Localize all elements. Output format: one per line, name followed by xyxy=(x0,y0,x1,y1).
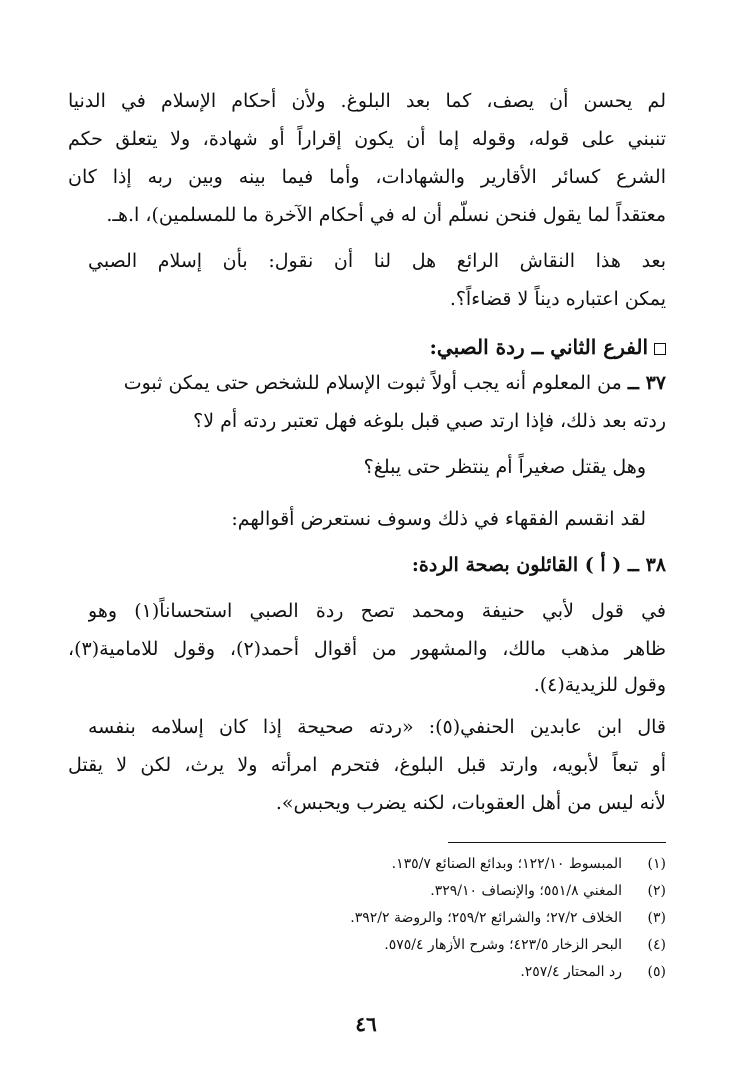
footnote-4-number: (٤) xyxy=(647,937,666,953)
paragraph-1-line-1: لم يحسن أن يصف، كما بعد البلوغ. ولأن أحكام الإسلام في الدنيا xyxy=(68,90,666,112)
paragraph-3-line-2: ظاهر مذهب مالك، والمشهور من أقوال أحمد(٢)، وقول للامامية(٣)، xyxy=(68,638,666,660)
item-37-number: ٣٧ ــ xyxy=(627,372,666,394)
square-bullet-icon xyxy=(654,343,666,355)
footnote-1 xyxy=(68,853,666,875)
footnote-3-number: (٣) xyxy=(647,910,666,926)
footnote-2-text: المغني ٥٥١/٨؛ والإنصاف ٣٢٩/١٠. xyxy=(430,883,622,899)
item-38-heading xyxy=(68,550,666,580)
paragraph-2-line-1: بعد هذا النقاش الرائع هل لنا أن نقول: بأن إسلام الصبي xyxy=(88,250,666,272)
item-37-line-1 xyxy=(66,368,666,398)
paragraph-4-line-1: قال ابن عابدين الحنفي(٥): «ردته صحيحة إذا كان إسلامه بنفسه xyxy=(88,716,666,738)
paragraph-4-line-3: لأنه ليس من أهل العقوبات، لكنه يضرب ويحبس». xyxy=(275,792,666,814)
paragraph-3-line-1: في قول لأبي حنيفة ومحمد تصح ردة الصبي استحساناً(١) وهو xyxy=(88,600,666,622)
footnote-3-text: الخلاف ٢٧/٢؛ والشرائع ٢٥٩/٢؛ والروضة ٣٩٢/٢. xyxy=(350,910,622,926)
page-number: ٤٦ xyxy=(355,1012,377,1036)
item-38-title: ( أ ) القائلون بصحة الردة: xyxy=(411,554,622,576)
division-line: لقد انقسم الفقهاء في ذلك وسوف نستعرض أقوالهم: xyxy=(231,508,646,530)
paragraph-3-line-3: وقول للزيدية(٤). xyxy=(533,674,666,696)
footnote-5 xyxy=(68,961,666,983)
section-heading-text: الفرع الثاني ــ ردة الصبي: xyxy=(429,335,648,359)
footnote-2 xyxy=(68,880,666,902)
footnote-5-number: (٥) xyxy=(647,964,666,980)
paragraph-1-line-2: تنبني على قوله، وقوله إما أن يكون إقراراً أو شهادة، ولا يتعلق حكم xyxy=(68,128,666,150)
footnote-2-number: (٢) xyxy=(647,883,666,899)
section-heading xyxy=(68,332,666,362)
footnote-5-text: رد المحتار ٢٥٧/٤. xyxy=(520,964,622,980)
footnote-4-text: البحر الزخار ٤٢٣/٥؛ وشرح الأزهار ٥٧٥/٤. xyxy=(384,937,622,953)
question-line: وهل يقتل صغيراً أم ينتظر حتى يبلغ؟ xyxy=(363,456,646,478)
footnote-3 xyxy=(68,907,666,929)
footnote-1-text: المبسوط ١٢٢/١٠؛ وبدائع الصنائع ١٣٥/٧. xyxy=(391,856,622,872)
paragraph-2-line-2: يمكن اعتباره ديناً لا قضاءاً؟. xyxy=(449,288,666,310)
paragraph-1-line-4: معتقداً لما يقول فنحن نسلّم أن له في أحكام الآخرة ما للمسلمين)، ا.هـ. xyxy=(106,204,666,226)
paragraph-1-line-3: الشرع كسائر الأقارير والشهادات، وأما فيما بينه وبين ربه إذا كان xyxy=(68,166,666,188)
paragraph-4-line-2: أو تبعاً لأبويه، وارتد قبل البلوغ، فتحرم امرأته ولا يرث، لكن لا يقتل xyxy=(68,754,666,776)
footnote-1-number: (١) xyxy=(647,856,666,872)
footnote-4 xyxy=(68,934,666,956)
item-38-number: ٣٨ ــ xyxy=(627,554,666,576)
item-37-text-1: من المعلوم أنه يجب أولاً ثبوت الإسلام للشخص حتى يمكن ثبوت xyxy=(123,372,622,394)
footnote-separator xyxy=(448,842,666,843)
item-37-line-2: ردته بعد ذلك، فإذا ارتد صبي قبل بلوغه فهل تعتبر ردته أم لا؟ xyxy=(193,410,666,432)
